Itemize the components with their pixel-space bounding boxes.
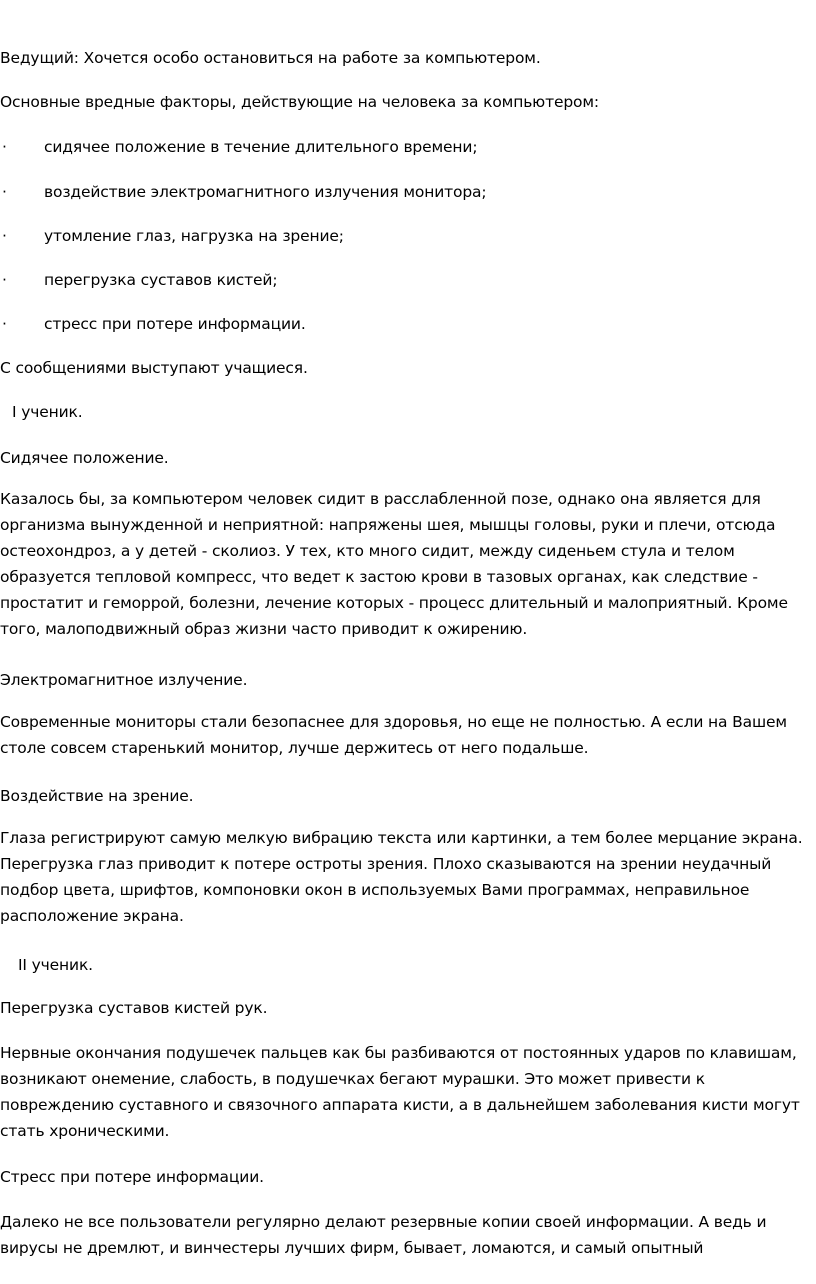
list-item-text: утомление глаз, нагрузка на зрение; bbox=[44, 227, 344, 245]
paragraph-line: повреждению суставного и связочного аппарата кисти, а в дальнейшем заболевания кисти могут bbox=[0, 1096, 800, 1114]
paragraph-line: того, малоподвижный образ жизни часто приводит к ожирению. bbox=[0, 620, 528, 638]
stress-paragraph bbox=[0, 1209, 812, 1261]
paragraph-line: Перегрузка глаз приводит к потере остроты зрения. Плохо сказываются на зрении неудачный bbox=[0, 855, 772, 873]
bullet-marker: · bbox=[2, 315, 7, 333]
paragraph-line: возникают онемение, слабость, в подушечках бегают мурашки. Это может привести к bbox=[0, 1070, 705, 1088]
list-item-text: перегрузка суставов кистей; bbox=[44, 271, 278, 289]
paragraph-line: подбор цвета, шрифтов, компоновки окон в используемых Вами программах, неправильное bbox=[0, 881, 750, 899]
paragraph-line: расположение экрана. bbox=[0, 907, 184, 925]
joints-paragraph bbox=[0, 1040, 812, 1144]
stress-title: Стресс при потере информации. bbox=[0, 1168, 264, 1186]
paragraph-line: столе совсем старенький монитор, лучше держитесь от него подальше. bbox=[0, 739, 589, 757]
paragraph-line: Нервные окончания подушечек пальцев как бы разбиваются от постоянных ударов по клавишам, bbox=[0, 1044, 797, 1062]
intro-line: Ведущий: Хочется особо остановиться на работе за компьютером. bbox=[0, 49, 541, 67]
paragraph-line: Глаза регистрируют самую мелкую вибрацию текста или картинки, а тем более мерцание экрана. bbox=[0, 829, 803, 847]
bullet-marker: · bbox=[2, 227, 7, 245]
paragraph-line: Казалось бы, за компьютером человек сидит в расслабленной позе, однако она является для bbox=[0, 490, 761, 508]
emission-paragraph bbox=[0, 709, 812, 761]
paragraph-line: Современные мониторы стали безопаснее для здоровья, но еще не полностью. А если на Вашем bbox=[0, 713, 787, 731]
list-item-text: сидячее положение в течение длительного времени; bbox=[44, 138, 478, 156]
vision-paragraph bbox=[0, 825, 812, 929]
list-item-text: стресс при потере информации. bbox=[44, 315, 306, 333]
paragraph-line: стать хроническими. bbox=[0, 1122, 170, 1140]
bullet-marker: · bbox=[2, 271, 7, 289]
student-2-label: II ученик. bbox=[18, 956, 93, 974]
vision-title: Воздействие на зрение. bbox=[0, 787, 194, 805]
paragraph-line: образуется тепловой компресс, что ведет к застою крови в тазовых органах, как следствие - bbox=[0, 568, 758, 586]
students-line: С сообщениями выступают учащиеся. bbox=[0, 359, 308, 377]
paragraph-line: организма вынужденной и неприятной: напряжены шея, мышцы головы, руки и плечи, отсюда bbox=[0, 516, 776, 534]
paragraph-line: Далеко не все пользователи регулярно делают резервные копии своей информации. А ведь и bbox=[0, 1213, 767, 1231]
paragraph-line: простатит и геморрой, болезни, лечение которых - процесс длительный и малоприятный. Кроме bbox=[0, 594, 788, 612]
student-1-label: I ученик. bbox=[12, 403, 83, 421]
bullet-marker: · bbox=[2, 183, 7, 201]
factors-heading: Основные вредные факторы, действующие на человека за компьютером: bbox=[0, 93, 599, 111]
joints-title: Перегрузка суставов кистей рук. bbox=[0, 999, 268, 1017]
list-item-text: воздействие электромагнитного излучения монитора; bbox=[44, 183, 487, 201]
bullet-marker: · bbox=[2, 138, 7, 156]
paragraph-line: остеохондроз, а у детей - сколиоз. У тех, кто много сидит, между сиденьем стула и телом bbox=[0, 542, 735, 560]
sitting-title: Сидячее положение. bbox=[0, 449, 169, 467]
sitting-paragraph bbox=[0, 486, 812, 642]
paragraph-line: вирусы не дремлют, и винчестеры лучших фирм, бывает, ломаются, и самый опытный bbox=[0, 1239, 704, 1257]
emission-title: Электромагнитное излучение. bbox=[0, 671, 248, 689]
